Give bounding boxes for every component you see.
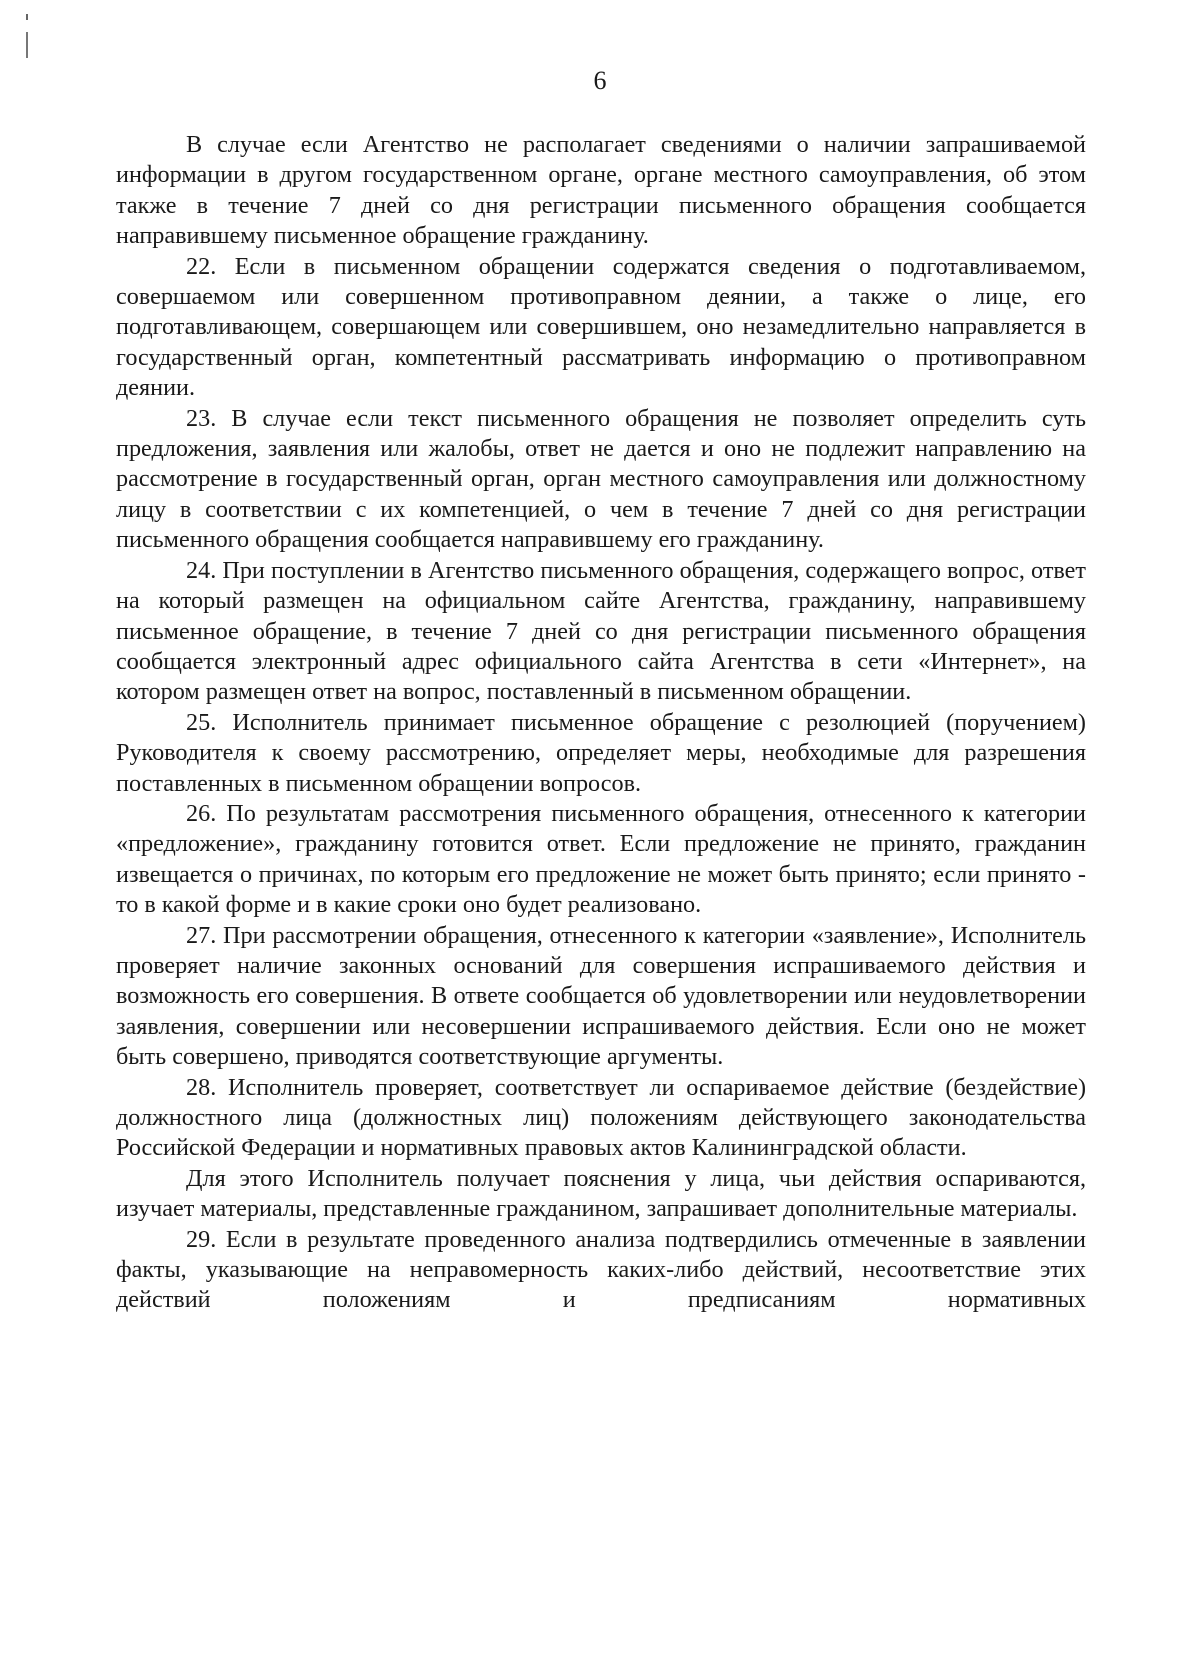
paragraph-25: 25. Исполнитель принимает письменное обращение с резолюцией (поручением) Руководителя к своему рассмотрению, определяет меры, необходимые для разрешения поставленных в письменном обращении вопросов. — [116, 708, 1086, 797]
paragraph-27: 27. При рассмотрении обращения, отнесенного к категории «заявление», Исполнитель проверяет наличие законных оснований для совершения испрашиваемого действия и возможность его совершения. В ответе сообщается об удовлетворении или неудовлетворении заявления, совершении или несовершении испрашиваемого действия. Если оно не может быть совершено, приводятся соответствующие аргументы. — [116, 921, 1086, 1071]
document-body — [116, 130, 1086, 1316]
scan-edge-mark — [26, 14, 28, 58]
paragraph-availability-notice: В случае если Агентство не располагает сведениями о наличии запрашиваемой информации в другом государственном органе, органе местного самоуправления, об этом также в течение 7 дней со дня регистрации письменного обращения сообщается направившему письменное обращение гражданину. — [116, 131, 1086, 250]
page-number: 6 — [593, 66, 607, 95]
paragraph-29: 29. Если в результате проведенного анализа подтвердились отмеченные в заявлении факты, указывающие на неправомерность каких-либо действий, несоответствие этих действий положениям и предписаниям нормативных — [116, 1225, 1086, 1314]
paragraph-28: 28. Исполнитель проверяет, соответствует ли оспариваемое действие (бездействие) должностного лица (должностных лиц) положениям действующего законодательства Российской Федерации и нормативных правовых актов Калининградской области. — [116, 1073, 1086, 1162]
paragraph-23: 23. В случае если текст письменного обращения не позволяет определить суть предложения, заявления или жалобы, ответ не дается и оно не подлежит направлению на рассмотрение в государственный орган, орган местного самоуправления или должностному лицу в соответствии с их компетенцией, о чем в течение 7 дней со дня регистрации письменного обращения сообщается направившему его гражданину. — [116, 404, 1086, 554]
paragraph-24: 24. При поступлении в Агентство письменного обращения, содержащего вопрос, ответ на который размещен на официальном сайте Агентства, гражданину, направившему письменное обращение, в течение 7 дней со дня регистрации письменного обращения сообщается электронный адрес официального сайта Агентства в сети «Интернет», на котором размещен ответ на вопрос, поставленный в письменном обращении. — [116, 556, 1086, 706]
paragraph-28-continued: Для этого Исполнитель получает пояснения у лица, чьи действия оспариваются, изучает материалы, представленные гражданином, запрашивает дополнительные материалы. — [116, 1164, 1086, 1223]
paragraph-22: 22. Если в письменном обращении содержатся сведения о подготавливаемом, совершаемом или совершенном противоправном деянии, а также о лице, его подготавливающем, совершающем или совершившем, оно незамедлительно направляется в государственный орган, компетентный рассматривать информацию о противоправном деянии. — [116, 252, 1086, 402]
paragraph-26: 26. По результатам рассмотрения письменного обращения, отнесенного к категории «предложение», гражданину готовится ответ. Если предложение не принято, гражданин извещается о причинах, по которым его предложение не может быть принято; если принято - то в какой форме и в какие сроки оно будет реализовано. — [116, 799, 1086, 919]
